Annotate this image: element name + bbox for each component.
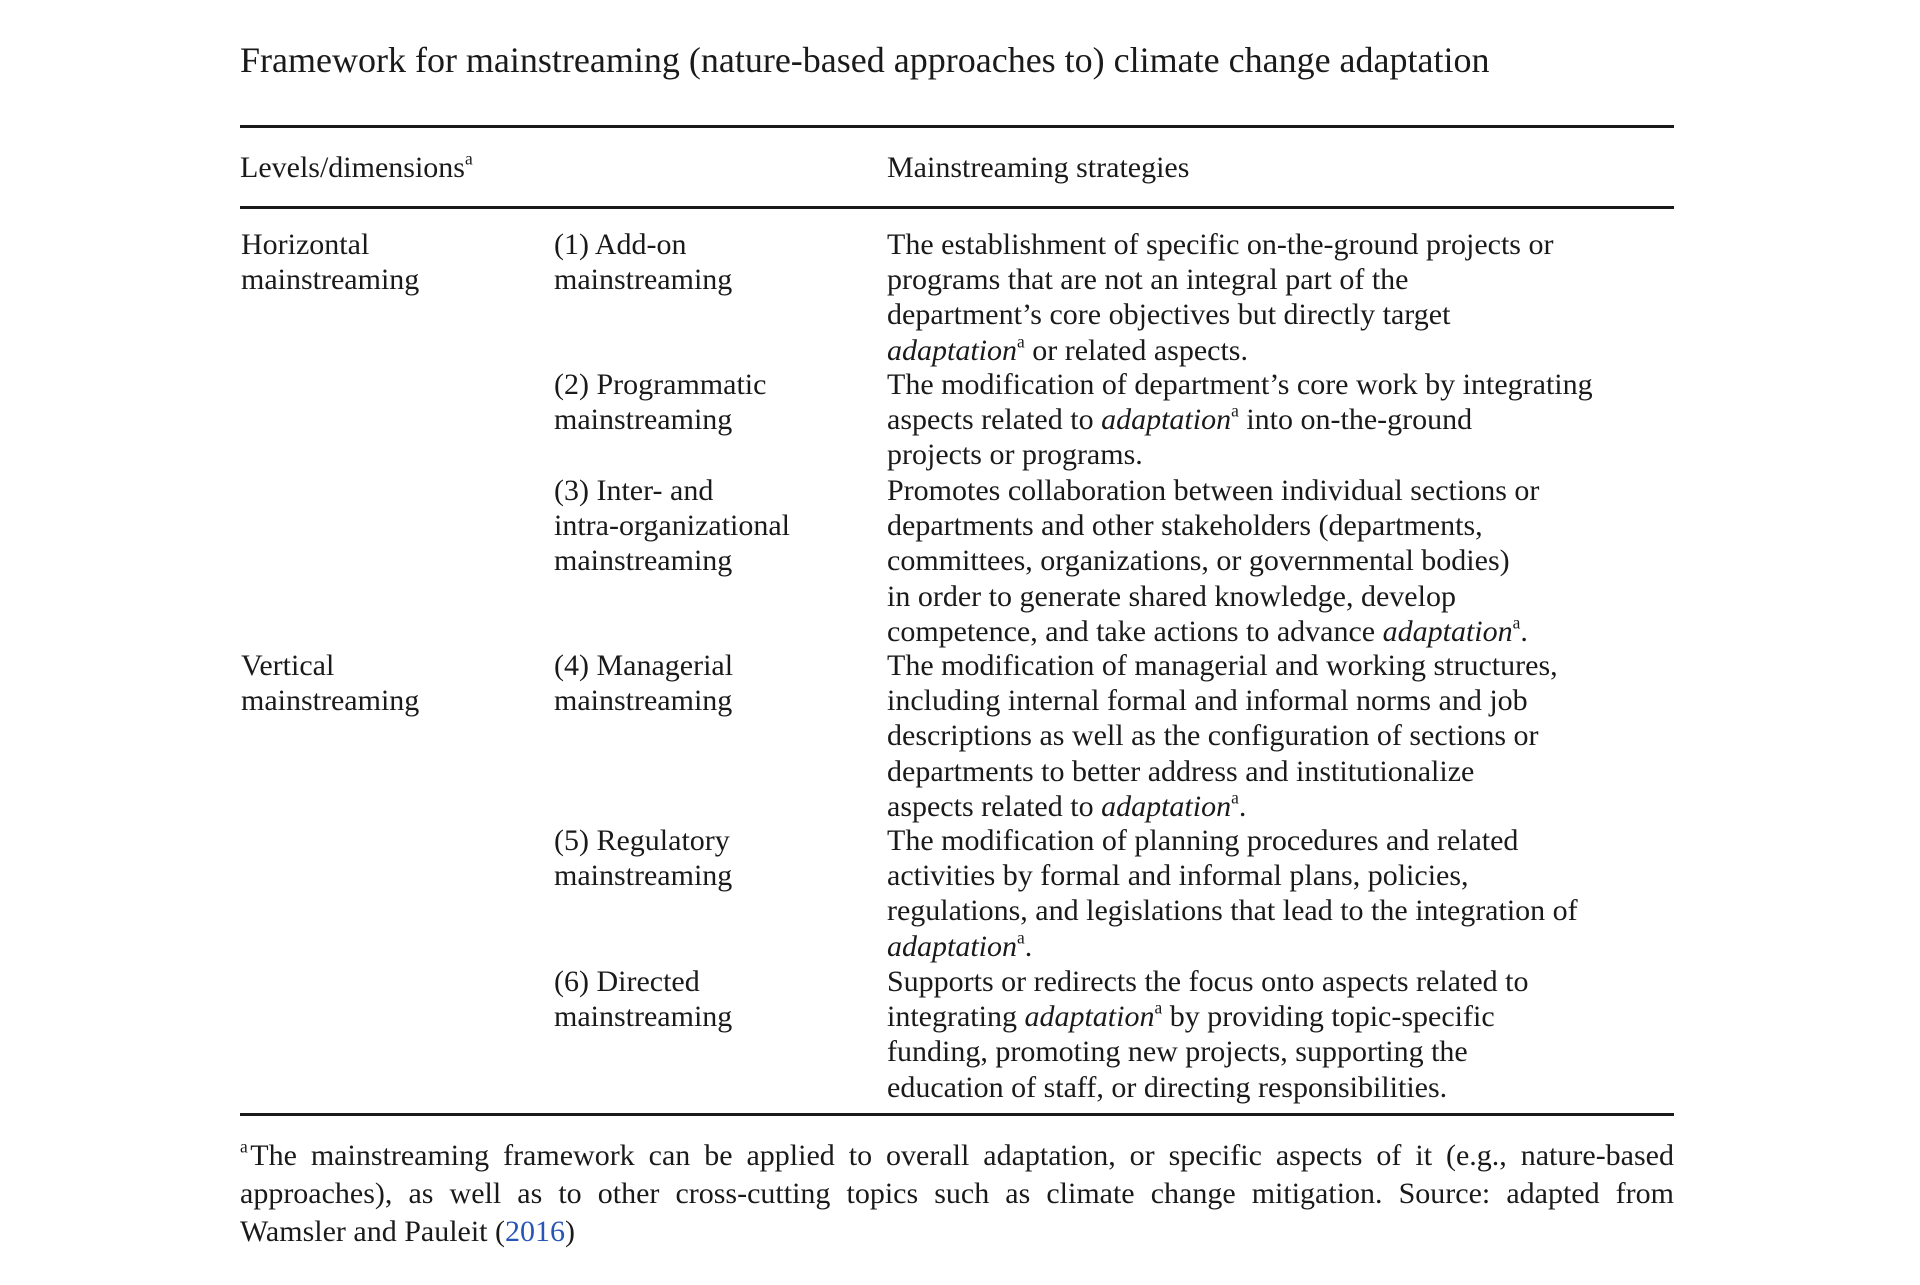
reference-link[interactable]: 2016 (505, 1215, 566, 1248)
dimension-text: mainstreaming (241, 684, 420, 718)
dimension-cell (241, 227, 575, 297)
footnote-marker: a (1512, 612, 1521, 633)
description-text: funding, promoting new projects, supporting the (887, 1035, 1468, 1069)
description-text: regulations, and legislations that lead to the integration of (887, 894, 1578, 928)
strategy-name-text: (3) Inter- and (554, 474, 714, 507)
bottom-rule (240, 1113, 1674, 1116)
description-text: in order to generate shared knowledge, develop (887, 579, 1456, 613)
dimension-text: mainstreaming (241, 263, 420, 297)
strategy-name-text: mainstreaming (554, 263, 733, 297)
strategy-name-text: (1) Add-on (554, 228, 687, 261)
top-rule (240, 125, 1674, 128)
strategy-description-cell (887, 823, 1721, 964)
dimension-text: Horizontal (241, 228, 370, 261)
header-rule (240, 206, 1674, 209)
strategy-name-text: mainstreaming (554, 859, 733, 893)
strategy-name-cell (554, 648, 908, 718)
description-text: departments and other stakeholders (departments, (887, 509, 1483, 543)
description-text: activities by formal and informal plans, policies, (887, 859, 1469, 893)
description-text (887, 400, 1721, 437)
dimension-text: Vertical (241, 649, 335, 682)
description-text: committees, organizations, or governmental bodies) (887, 544, 1510, 578)
description-text: descriptions as well as the configuration of sections or (887, 719, 1539, 753)
header-mainstreaming-strategies: Mainstreaming strategies (887, 151, 1190, 184)
footnote-marker: a (240, 1136, 248, 1157)
description-text (887, 927, 1721, 964)
description-text (887, 787, 1721, 824)
description-text: Supports or redirects the focus onto aspects related to (887, 965, 1529, 998)
description-text-tail: . (1520, 614, 1528, 648)
strategy-name-cell (554, 473, 908, 579)
strategy-description-cell (887, 227, 1721, 368)
description-text: education of staff, or directing responsibilities. (887, 1070, 1448, 1104)
description-text: The modification of department’s core work by integrating (887, 368, 1593, 401)
strategy-description-cell (887, 473, 1721, 649)
description-text-tail: . (1238, 789, 1247, 823)
description-text-head: aspects related to (887, 789, 1102, 823)
footnote-marker: a (1231, 787, 1239, 808)
table-title: Framework for mainstreaming (nature-based approaches to) climate change adaptation (240, 40, 1490, 80)
footnote-marker: a (1017, 331, 1025, 352)
strategy-description-cell (887, 964, 1721, 1105)
footnote-marker: a (1231, 400, 1239, 421)
description-text: department’s core objectives but directly target (887, 298, 1451, 332)
description-text: The establishment of specific on-the-ground projects or (887, 228, 1554, 261)
description-text: The modification of managerial and working structures, (887, 649, 1558, 682)
strategy-name-cell (554, 227, 908, 297)
strategy-description-cell (887, 367, 1721, 473)
adaptation-term: adaptation (1024, 1000, 1155, 1034)
footnote-text: Wamsler and Pauleit ( (240, 1215, 506, 1248)
footnote-marker: a (1017, 927, 1025, 948)
description-text: departments to better address and institutionalize (887, 754, 1475, 788)
strategy-name-text: (4) Managerial (554, 649, 734, 682)
footnote-marker: a (464, 148, 473, 169)
adaptation-term: adaptation (887, 929, 1018, 963)
description-text-head: aspects related to (887, 403, 1102, 437)
description-text-tail: by providing topic-specific (1162, 1000, 1495, 1034)
description-text: The modification of planning procedures and related (887, 824, 1519, 857)
description-text-head: competence, and take actions to advance (887, 614, 1383, 648)
description-text (887, 997, 1721, 1034)
description-text-tail: into on-the-ground (1238, 403, 1473, 437)
strategy-name-cell (554, 964, 908, 1034)
strategy-description-cell (887, 648, 1721, 824)
description-text: projects or programs. (887, 438, 1143, 472)
adaptation-term: adaptation (1382, 614, 1513, 648)
footnote-text: ) (565, 1215, 576, 1248)
strategy-name-text: mainstreaming (554, 684, 733, 718)
header-levels-label: Levels/dimensions (240, 151, 465, 184)
description-text: Promotes collaboration between individual sections or (887, 474, 1540, 507)
dimension-cell (241, 648, 575, 718)
footnote-line: approaches), as well as to other cross-cutting topics such as climate change mitigation. Source: adapted from (240, 1177, 1674, 1210)
adaptation-term: adaptation (1101, 789, 1232, 823)
strategy-name-text: mainstreaming (554, 1000, 733, 1034)
adaptation-term: adaptation (1101, 403, 1232, 437)
description-text-tail: or related aspects. (1024, 333, 1248, 367)
description-text: programs that are not an integral part of the (887, 263, 1409, 297)
strategy-name-text: mainstreaming (554, 544, 733, 578)
strategy-name-text: mainstreaming (554, 403, 733, 437)
description-text-head: integrating (887, 1000, 1025, 1034)
table-footnote (240, 1137, 1674, 1251)
description-text (887, 612, 1721, 649)
adaptation-term: adaptation (887, 333, 1018, 367)
header-levels-dimensions (240, 148, 473, 188)
strategy-name-text: (5) Regulatory (554, 824, 730, 857)
strategy-name-text: (6) Directed (554, 965, 700, 998)
strategy-name-text: (2) Programmatic (554, 368, 767, 401)
footnote-line (240, 1137, 1674, 1175)
footnote-text: The mainstreaming framework can be applied to overall adaptation, or specific aspects of it (e.g., nature-based (250, 1139, 1674, 1172)
description-text-tail: . (1024, 929, 1033, 963)
footnote-line (240, 1213, 1674, 1251)
description-text (887, 331, 1721, 368)
footnote-marker: a (1154, 997, 1163, 1018)
description-text: including internal formal and informal norms and job (887, 684, 1528, 718)
strategy-name-cell (554, 367, 908, 437)
strategy-name-text: intra-organizational (554, 509, 791, 543)
strategy-name-cell (554, 823, 908, 893)
